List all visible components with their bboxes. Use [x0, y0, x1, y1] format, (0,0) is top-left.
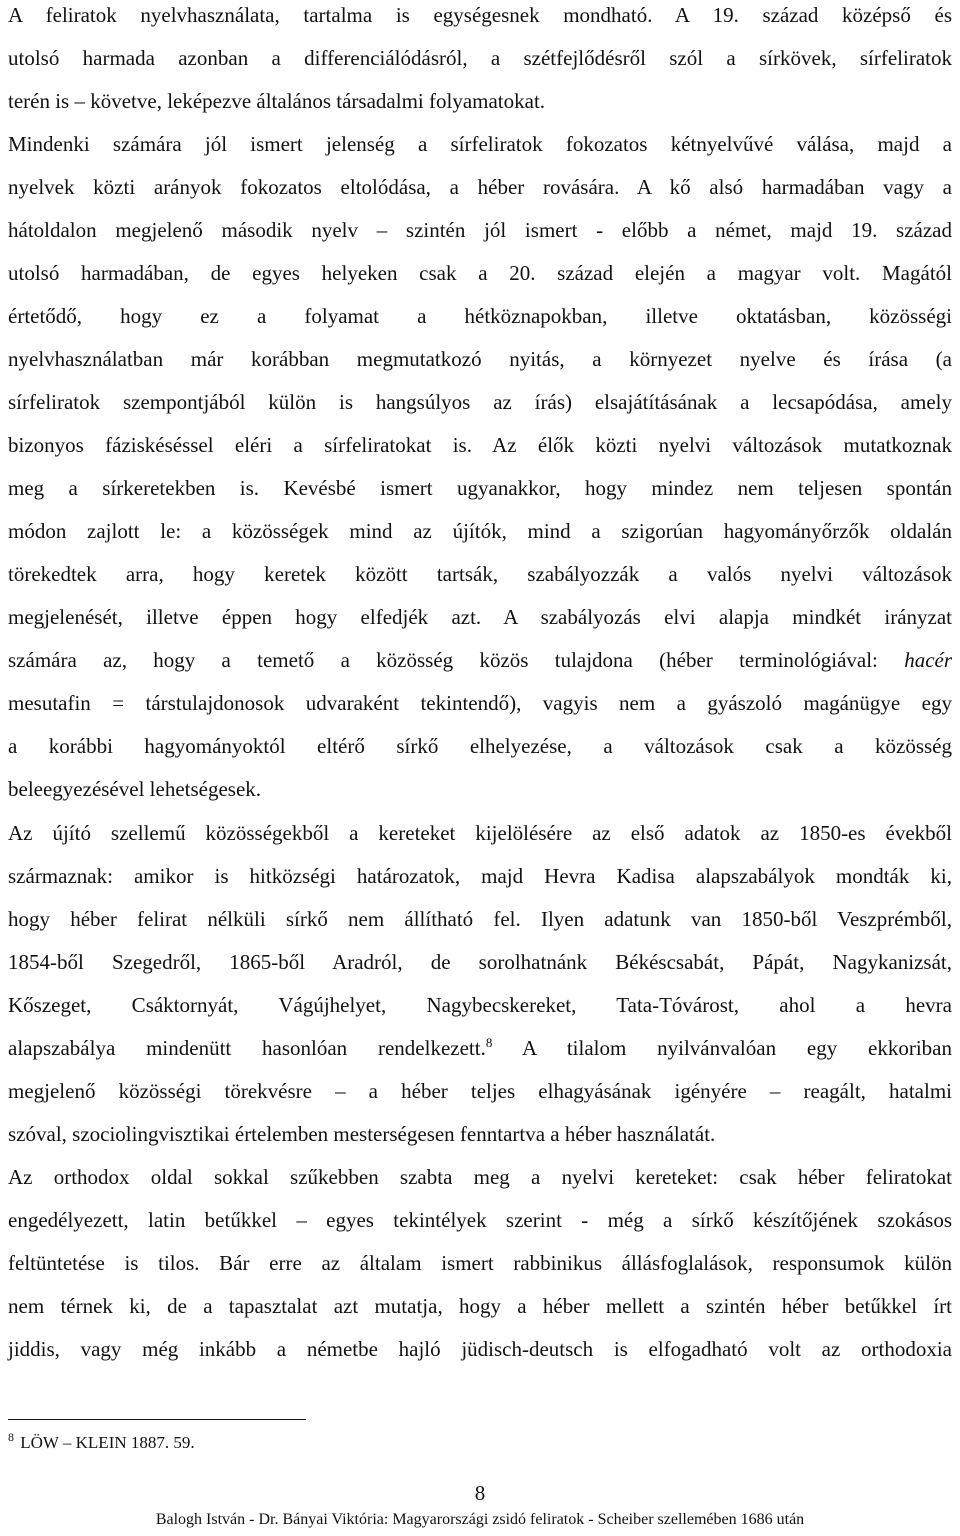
body-line: származnak: amikor is hitközségi határozatok, majd Hevra Kadisa alapszabályok mondták ki,: [8, 864, 952, 888]
page-number: 8: [474, 1481, 486, 1505]
body-line-text: számára az, hogy a temető a közösség közös tulajdona (héber terminológiával:: [8, 648, 878, 672]
body-line: a korábbi hagyományoktól eltérő sírkő elhelyezése, a változások csak a közösség: [8, 734, 952, 758]
body-line-with-footnote-mark: [8, 1033, 952, 1063]
body-line-text: A tilalom nyilvánvalóan egy ekkoriban: [522, 1036, 952, 1060]
body-line: bizonyos fáziskéséssel eléri a sírfeliratokat is. Az élők közti nyelvi változások mutatkoznak: [8, 433, 952, 457]
body-line: A feliratok nyelvhasználata, tartalma is egységesnek mondható. A 19. század középső és: [8, 3, 952, 27]
body-line: értetődő, hogy ez a folyamat a hétköznapokban, illetve oktatásban, közösségi: [8, 304, 952, 328]
body-line: Kőszeget, Csáktornyát, Vágújhelyet, Nagybecskereket, Tata-Tóvárost, ahol a hevra: [8, 993, 952, 1017]
body-line: módon zajlott le: a közösségek mind az újítók, mind a szigorúan hagyományőrzők oldalán: [8, 519, 952, 543]
body-line: engedélyezett, latin betűkkel – egyes tekintélyek szerint - még a sírkő készítőjének szokásos: [8, 1208, 952, 1232]
body-line: hátoldalon megjelenő második nyelv – szintén jól ismert - előbb a német, majd 19. század: [8, 218, 952, 242]
footnote: [8, 1432, 195, 1454]
footnote-number: 8: [8, 1430, 14, 1445]
body-line: terén is – követve, leképezve általános társadalmi folyamatokat.: [8, 89, 546, 113]
footnote-text: LÖW – KLEIN 1887. 59.: [20, 1433, 195, 1452]
body-line: beleegyezésével lehetségesek.: [8, 777, 262, 801]
body-line: megjelenő közösségi törekvésre – a héber teljes elhagyásának igényére – reagált, hatalmi: [8, 1079, 952, 1103]
body-line: hogy héber felirat nélküli sírkő nem állítható fel. Ilyen adatunk van 1850-ből Veszprémből,: [8, 907, 952, 931]
body-line: nyelvhasználatban már korábban megmutatkozó nyitás, a környezet nyelve és írása (a: [8, 347, 952, 371]
body-line: jiddis, vagy még inkább a németbe hajló jüdisch-deutsch is elfogadható volt az orthodoxia: [8, 1337, 952, 1361]
running-footer: Balogh István - Dr. Bányai Viktória: Magyarországi zsidó feliratok - Scheiber szellemében 1686 után: [155, 1511, 805, 1528]
body-line: feltüntetése is tilos. Bár erre az általam ismert rabbinikus állásfoglalások, responsumok külön: [8, 1251, 952, 1275]
body-line: Az orthodox oldal sokkal szűkebben szabta meg a nyelvi kereteket: csak héber feliratokat: [8, 1165, 952, 1189]
footnote-separator: [8, 1419, 306, 1420]
body-line: 1854-ből Szegedről, 1865-ből Aradról, de sorolhatnánk Békéscsabát, Pápát, Nagykanizsát,: [8, 950, 952, 974]
body-line: meg a sírkeretekben is. Kevésbé ismert ugyanakkor, hogy mindez nem teljesen spontán: [8, 476, 952, 500]
body-line-text: alapszabálya mindenütt hasonlóan rendelkezett.: [8, 1036, 486, 1060]
body-line: törekedtek arra, hogy keretek között tartsák, szabályozzák a valós nyelvi változások: [8, 562, 952, 586]
italic-term: hacér: [904, 648, 953, 672]
body-line-with-italic: [8, 645, 952, 675]
footnote-reference[interactable]: 8: [485, 1035, 493, 1050]
body-line: nyelvek közti arányok fokozatos eltolódása, a héber rovására. A kő alsó harmadában vagy a: [8, 175, 952, 199]
body-line: Az újító szellemű közösségekből a kereteket kijelölésére az első adatok az 1850-es évekből: [8, 821, 952, 845]
body-line: szóval, szociolingvisztikai értelemben mesterségesen fenntartva a héber használatát.: [8, 1122, 716, 1146]
body-line: megjelenését, illetve éppen hogy elfedjék azt. A szabályozás elvi alapja mindkét irányzat: [8, 605, 952, 629]
body-line: nem térnek ki, de a tapasztalat azt mutatja, hogy a héber mellett a szintén héber betűkkel írt: [8, 1294, 952, 1318]
body-line: utolsó harmadában, de egyes helyeken csak a 20. század elején a magyar volt. Magától: [8, 261, 952, 285]
body-line: sírfeliratok szempontjából külön is hangsúlyos az írás) elsajátításának a lecsapódása, amely: [8, 390, 952, 414]
body-line: utolsó harmada azonban a differenciálódásról, a szétfejlődésről szól a sírkövek, sírfeliratok: [8, 46, 952, 70]
body-line: mesutafin = társtulajdonosok udvaraként tekintendő), vagyis nem a gyászoló magánügye egy: [8, 691, 952, 715]
body-line: Mindenki számára jól ismert jelenség a sírfeliratok fokozatos kétnyelvűvé válása, majd a: [8, 132, 952, 156]
